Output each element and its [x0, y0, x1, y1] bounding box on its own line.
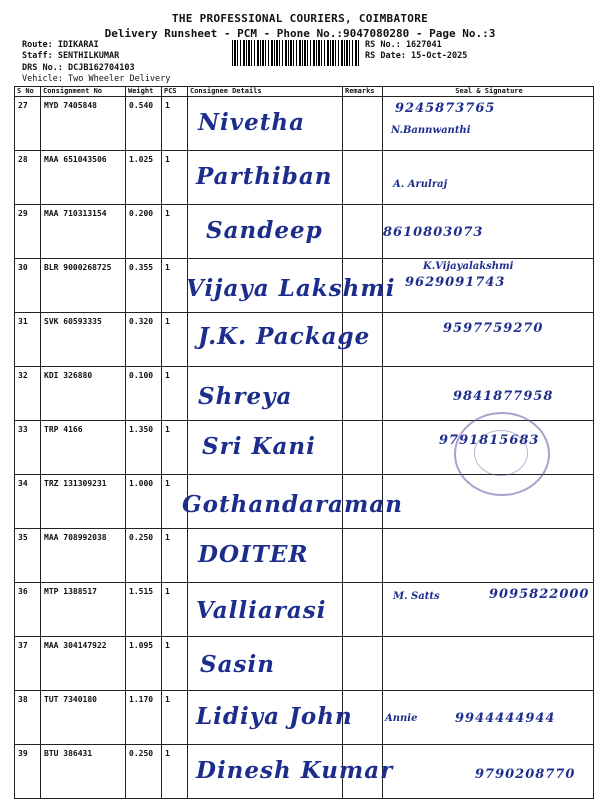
weight: 1.000	[126, 475, 162, 529]
seal-signature	[383, 151, 594, 205]
seal-signature	[383, 97, 594, 151]
consignee-details	[188, 637, 343, 691]
remarks	[343, 367, 383, 421]
weight: 0.250	[126, 529, 162, 583]
pieces: 1	[162, 259, 188, 313]
seal-signature	[383, 745, 594, 799]
seal-signature	[383, 637, 594, 691]
weight: 1.515	[126, 583, 162, 637]
drs-label: DRS No.: DCJB162704103	[22, 63, 135, 73]
serial-number: 36	[15, 583, 41, 637]
consignment-number: SVK 60593335	[41, 313, 126, 367]
table-row	[15, 637, 594, 691]
consignment-number: BLR 9000268725	[41, 259, 126, 313]
seal-signature	[383, 529, 594, 583]
pieces: 1	[162, 313, 188, 367]
handwritten-consignee-name: Lidiya John	[196, 703, 353, 730]
seal-signature	[383, 583, 594, 637]
weight: 1.350	[126, 421, 162, 475]
handwritten-phone: 9944444944	[455, 711, 556, 726]
seal-signature	[383, 313, 594, 367]
weight: 0.355	[126, 259, 162, 313]
handwritten-consignee-name: Nivetha	[198, 109, 306, 136]
handwritten-phone: 9841877958	[453, 389, 554, 404]
barcode	[232, 40, 360, 66]
pieces: 1	[162, 637, 188, 691]
handwritten-phone: 9597759270	[443, 321, 544, 336]
consignee-details	[188, 205, 343, 259]
serial-number: 29	[15, 205, 41, 259]
route-label: Route: IDIKARAI	[22, 40, 99, 50]
seal-signature	[383, 259, 594, 313]
remarks	[343, 421, 383, 475]
serial-number: 33	[15, 421, 41, 475]
pieces: 1	[162, 745, 188, 799]
remarks	[343, 529, 383, 583]
vehicle-label: Vehicle: Two Wheeler Delivery	[22, 74, 171, 84]
serial-number: 30	[15, 259, 41, 313]
remarks	[343, 151, 383, 205]
consignee-details	[188, 583, 343, 637]
handwritten-consignee-name: Sandeep	[206, 217, 323, 244]
weight: 0.100	[126, 367, 162, 421]
handwritten-consignee-name: Parthiban	[196, 163, 333, 190]
consignment-number: MAA 651043506	[41, 151, 126, 205]
consignee-details	[188, 367, 343, 421]
weight: 0.250	[126, 745, 162, 799]
table-row	[15, 313, 594, 367]
serial-number: 34	[15, 475, 41, 529]
pieces: 1	[162, 151, 188, 205]
table-row	[15, 259, 594, 313]
pieces: 1	[162, 367, 188, 421]
handwritten-consignee-name: Gothandaraman	[182, 491, 403, 518]
pieces: 1	[162, 529, 188, 583]
handwritten-phone: 8610803073	[383, 225, 484, 240]
pieces: 1	[162, 691, 188, 745]
consignee-details	[188, 745, 394, 799]
col-consignee: Consignee Details	[188, 87, 343, 97]
consignee-details	[186, 259, 396, 313]
table-row	[15, 97, 594, 151]
consignee-details	[182, 475, 403, 529]
col-remarks: Remarks	[343, 87, 383, 97]
consignment-number: MAA 304147922	[41, 637, 126, 691]
pieces: 1	[162, 97, 188, 151]
consignee-details	[188, 421, 343, 475]
col-seal-signature: Seal & Signature	[383, 87, 594, 97]
remarks	[343, 637, 383, 691]
pieces: 1	[162, 205, 188, 259]
consignment-number: KDI 326880	[41, 367, 126, 421]
weight: 1.025	[126, 151, 162, 205]
handwritten-consignee-name: Sasin	[200, 651, 275, 678]
consignment-number: TRZ 131309231	[41, 475, 126, 529]
pieces: 1	[162, 583, 188, 637]
weight: 0.200	[126, 205, 162, 259]
handwritten-phone: 9791815683	[439, 433, 540, 448]
consignment-number: TRP 4166	[41, 421, 126, 475]
rs-no-label: RS No.: 1627041	[365, 40, 442, 50]
serial-number: 37	[15, 637, 41, 691]
serial-number: 31	[15, 313, 41, 367]
seal-signature	[383, 691, 594, 745]
handwritten-phone: 9245873765	[395, 101, 496, 116]
col-weight: Weight	[126, 87, 162, 97]
staff-label: Staff: SENTHILKUMAR	[22, 51, 120, 61]
handwritten-signature: K.Vijayalakshmi	[423, 261, 514, 272]
weight: 1.095	[126, 637, 162, 691]
handwritten-consignee-name: Dinesh Kumar	[196, 757, 394, 784]
pieces: 1	[162, 475, 188, 529]
table-header-row	[15, 87, 594, 97]
consignment-number: MAA 710313154	[41, 205, 126, 259]
serial-number: 38	[15, 691, 41, 745]
handwritten-signature: M. Satts	[393, 591, 440, 602]
handwritten-phone: 9629091743	[405, 275, 506, 290]
table-row	[15, 691, 594, 745]
runsheet-title: Delivery Runsheet - PCM - Phone No.:9047080280 - Page No.:3	[104, 27, 496, 40]
handwritten-signature: Annie	[385, 713, 418, 724]
handwritten-signature: A. Arulraj	[393, 179, 448, 190]
handwritten-consignee-name: DOITER	[198, 541, 309, 568]
handwritten-consignee-name: Sri Kani	[202, 433, 316, 460]
handwritten-consignee-name: J.K. Package	[198, 323, 371, 350]
col-pcs: PCS	[162, 87, 188, 97]
serial-number: 28	[15, 151, 41, 205]
serial-number: 27	[15, 97, 41, 151]
handwritten-consignee-name: Valliarasi	[196, 597, 327, 624]
consignee-details	[188, 151, 343, 205]
weight: 0.540	[126, 97, 162, 151]
consignment-number: TUT 7340180	[41, 691, 126, 745]
serial-number: 39	[15, 745, 41, 799]
pieces: 1	[162, 421, 188, 475]
handwritten-signature: N.Bannwanthi	[391, 125, 471, 136]
serial-number: 32	[15, 367, 41, 421]
consignee-details	[188, 529, 343, 583]
consignment-number: MYD 7405848	[41, 97, 126, 151]
weight: 1.170	[126, 691, 162, 745]
company-name: THE PROFESSIONAL COURIERS, COIMBATORE	[171, 12, 429, 25]
table-row	[15, 529, 594, 583]
table-row	[15, 583, 594, 637]
handwritten-phone: 9095822000	[489, 587, 590, 602]
seal-signature	[383, 205, 594, 259]
consignment-number: BTU 386431	[41, 745, 126, 799]
courier-seal-stamp	[454, 412, 550, 496]
consignment-number: MAA 708992038	[41, 529, 126, 583]
rs-date-label: RS Date: 15-Oct-2025	[365, 51, 468, 61]
remarks	[343, 583, 383, 637]
consignee-details	[188, 313, 371, 367]
table-row	[15, 205, 594, 259]
seal-signature	[383, 367, 594, 421]
remarks	[343, 205, 383, 259]
table-row	[15, 151, 594, 205]
handwritten-consignee-name: Shreya	[198, 383, 293, 410]
weight: 0.320	[126, 313, 162, 367]
remarks	[343, 97, 383, 151]
col-consignment: Consignment No	[41, 87, 126, 97]
consignee-details	[188, 97, 343, 151]
serial-number: 35	[15, 529, 41, 583]
col-sno: S No	[15, 87, 41, 97]
handwritten-phone: 9790208770	[475, 767, 576, 782]
consignment-number: MTP 1388517	[41, 583, 126, 637]
table-row	[15, 745, 594, 799]
handwritten-consignee-name: Vijaya Lakshmi	[186, 275, 396, 302]
consignee-details	[188, 691, 353, 745]
